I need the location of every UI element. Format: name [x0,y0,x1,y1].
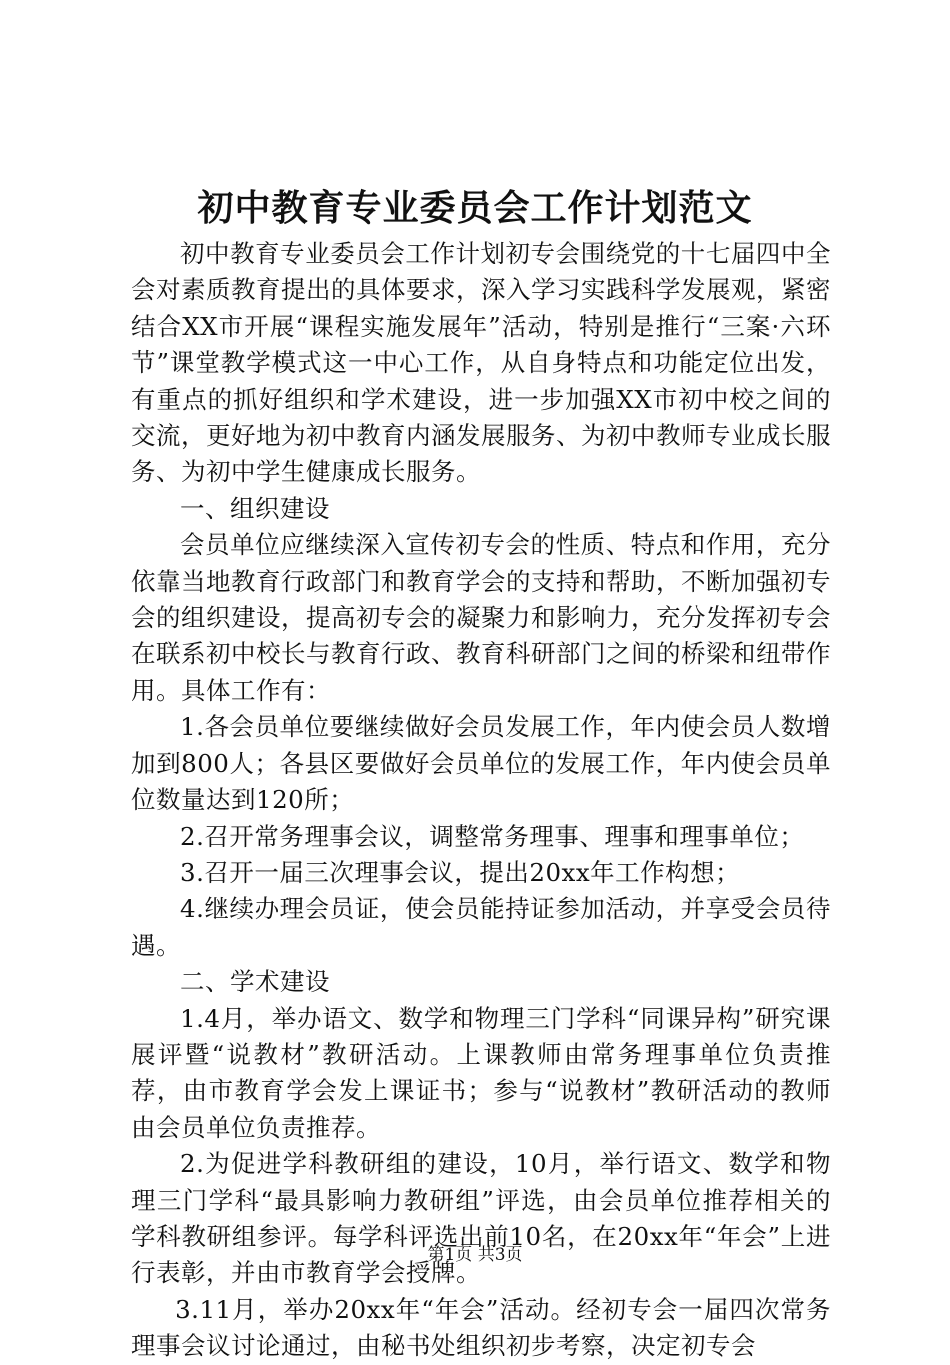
organization-item-2: 2.召开常务理事会议，调整常务理事、理事和理事单位； [180,821,805,851]
academic-item-2: 2.为促进学科教研组的建设，10月，举行语文、数学和物理三门学科“最具影响力教研组”评选，由会员单位推荐相关的学科教研组参评。每学科评选出前10名，在20xx年“年会”上进行表彰，并由市教育学会授牌。 [131,1149,831,1288]
academic-item-1: 1.4月，举办语文、数学和物理三门学科“同课异构”研究课展评暨“说教材”教研活动。上课教师由常务理事单位负责推荐，由市教育学会发上课证书；参与“说教材”教研活动的教师由会员单位负责推荐。 [131,1003,831,1142]
document-title: 初中教育专业委员会工作计划范文 [197,187,753,229]
section-heading-organization: 一、组织建设 [180,493,330,523]
page-footer: 第1页 共3页 [427,1245,523,1265]
section-heading-academic: 二、学术建设 [180,967,330,997]
organization-item-1: 1.各会员单位要继续做好会员发展工作，年内使会员人数增加到800人；各县区要做好会员单位的发展工作，年内使会员单位数量达到120所； [131,712,831,815]
intro-paragraph: 初中教育专业委员会工作计划初专会围绕党的十七届四中全会对素质教育提出的具体要求，深入学习实践科学发展观，紧密结合XX市开展“课程实施发展年”活动，特别是推行“三案·六环节”课堂教学模式这一中心工作，从自身特点和功能定位出发，有重点的抓好组织和学术建设，进一步加强XX市初中校之间的交流，更好地为初中教育内涵发展服务、为初中教师专业成长服务、为初中学生健康成长服务。 [131,239,831,487]
academic-item-3: 3.11月，举办20xx年“年会”活动。经初专会一届四次常务理事会议讨论通过，由秘书处组织初步考察，决定初专会 [131,1294,831,1361]
organization-item-3: 3.召开一届三次理事会议，提出20xx年工作构想； [180,857,741,887]
document-body [131,236,831,1365]
organization-paragraph: 会员单位应继续深入宣传初专会的性质、特点和作用，充分依靠当地教育行政部门和教育学会的支持和帮助，不断加强初专会的组织建设，提高初专会的凝聚力和影响力，充分发挥初专会在联系初中校长与教育行政、教育科研部门之间的桥梁和纽带作用。具体工作有： [131,530,831,705]
organization-item-4: 4.继续办理会员证，使会员能持证参加活动，并享受会员待遇。 [131,894,831,960]
